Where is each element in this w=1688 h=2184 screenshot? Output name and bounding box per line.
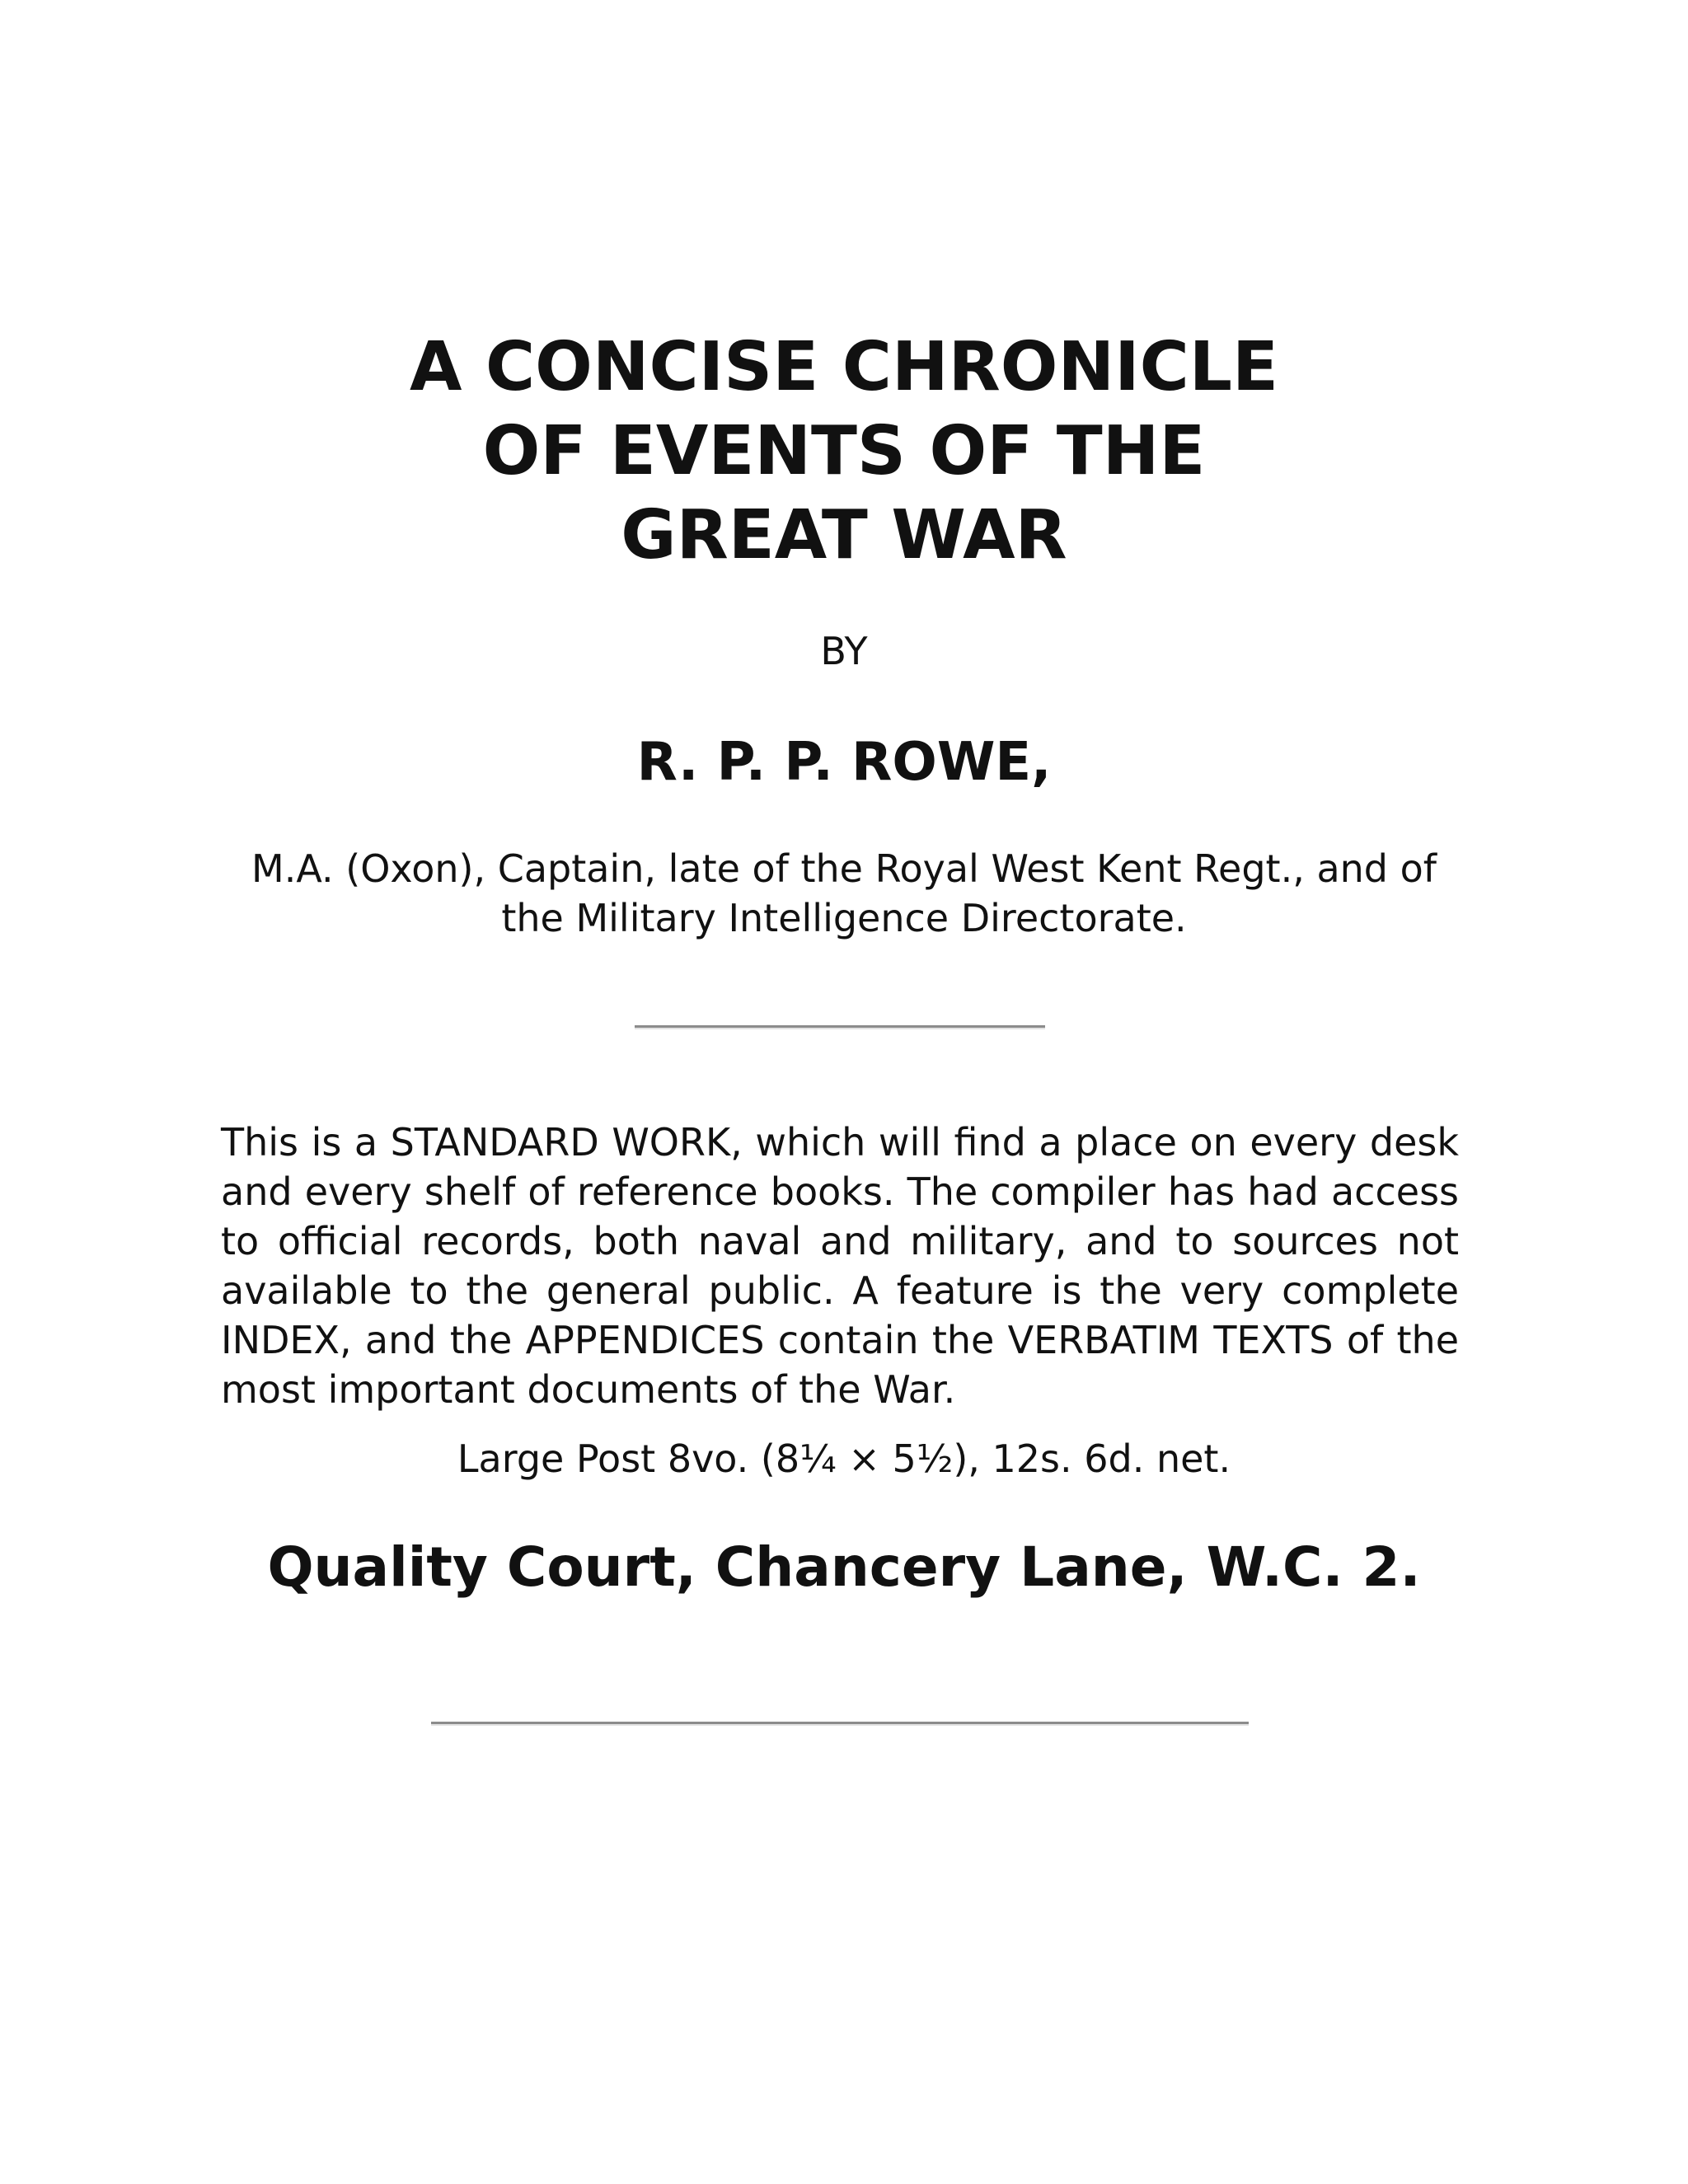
- book-title: [0, 326, 1688, 578]
- author-name: R. P. P. ROWE,: [636, 732, 1052, 793]
- bottom-divider-rule: [431, 1722, 1249, 1726]
- publisher-address: Quality Court, Chancery Lane, W.C. 2.: [267, 1535, 1421, 1599]
- format-and-price: Large Post 8vo. (8¼ × 5½), 12s. 6d. net.: [457, 1436, 1231, 1481]
- book-description: This is a STANDARD WORK, which will find a place on every desk and every shelf of reference books. The compiler has had access to official records, both naval and military, and to sources not available to the general public. A feature is the very complete INDEX, and the APPENDICES contain the VERBATIM TEXTS of the most important documents of the War.: [221, 1120, 1459, 1412]
- title-line-1: A CONCISE CHRONICLE: [409, 328, 1279, 406]
- title-line-2: OF EVENTS OF THE: [482, 412, 1206, 490]
- divider-rule: [635, 1025, 1045, 1029]
- author-credentials: M.A. (Oxon), Captain, late of the Royal West Kent Regt., and of the Military Intelligence Directorate.: [251, 846, 1437, 940]
- by-label: BY: [820, 629, 868, 673]
- title-line-3: GREAT WAR: [621, 496, 1067, 574]
